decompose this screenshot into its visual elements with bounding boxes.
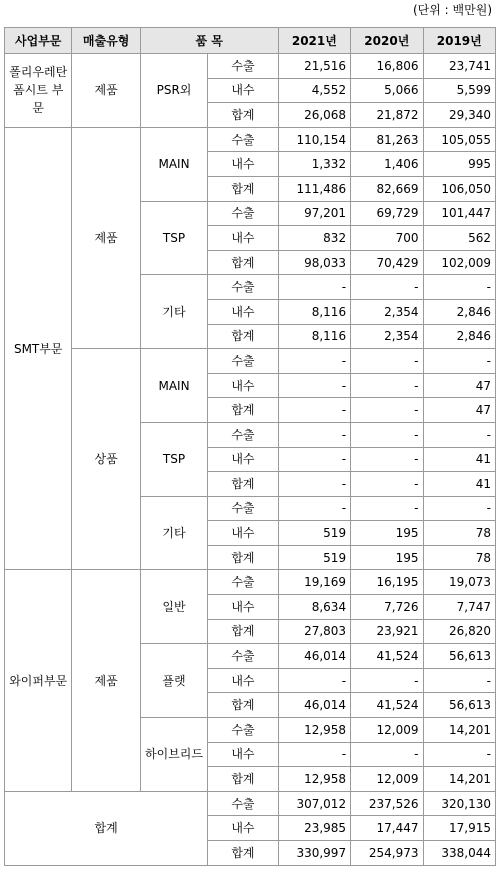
value-2020-cell: 23,921	[351, 619, 423, 644]
value-2021-cell: 12,958	[278, 767, 350, 792]
value-2019-cell: -	[423, 275, 495, 300]
sales-type-cell: 제품	[72, 54, 140, 128]
row-label-cell: 수출	[208, 54, 278, 79]
value-2020-cell: -	[351, 742, 423, 767]
item-name-cell: 하이브리드	[140, 718, 207, 792]
row-label-cell: 내수	[208, 521, 278, 546]
value-2020-cell: 82,669	[351, 176, 423, 201]
sales-table	[4, 27, 496, 866]
row-label-cell: 합계	[208, 767, 278, 792]
value-2020-cell: 41,524	[351, 644, 423, 669]
row-label-cell: 수출	[208, 127, 278, 152]
value-2020-cell: 254,973	[351, 841, 423, 866]
value-2019-cell: 41	[423, 472, 495, 497]
item-name-cell: 플랫	[140, 644, 207, 718]
item-name-cell: 기타	[140, 275, 207, 349]
value-2021-cell: 12,958	[278, 718, 350, 743]
value-2020-cell: -	[351, 472, 423, 497]
header-item: 품 목	[140, 28, 278, 54]
row-label-cell: 수출	[208, 718, 278, 743]
value-2021-cell: 26,068	[278, 103, 350, 128]
row-label-cell: 합계	[208, 176, 278, 201]
value-2020-cell: 237,526	[351, 791, 423, 816]
value-2019-cell: -	[423, 349, 495, 374]
row-label-cell: 합계	[208, 324, 278, 349]
total-label-cell: 합계	[5, 791, 208, 865]
item-name-cell: TSP	[140, 422, 207, 496]
value-2019-cell: 26,820	[423, 619, 495, 644]
value-2021-cell: 330,997	[278, 841, 350, 866]
value-2019-cell: 562	[423, 226, 495, 251]
value-2021-cell: 110,154	[278, 127, 350, 152]
value-2019-cell: 17,915	[423, 816, 495, 841]
value-2021-cell: 97,201	[278, 201, 350, 226]
header-segment: 사업부문	[5, 28, 72, 54]
value-2019-cell: 338,044	[423, 841, 495, 866]
value-2021-cell: 21,516	[278, 54, 350, 79]
value-2019-cell: 105,055	[423, 127, 495, 152]
item-name-cell: MAIN	[140, 349, 207, 423]
table-row	[5, 127, 496, 152]
value-2021-cell: 27,803	[278, 619, 350, 644]
row-label-cell: 내수	[208, 742, 278, 767]
value-2020-cell: 81,263	[351, 127, 423, 152]
table-row	[5, 54, 496, 79]
value-2020-cell: 70,429	[351, 250, 423, 275]
item-name-cell: MAIN	[140, 127, 207, 201]
value-2019-cell: 2,846	[423, 299, 495, 324]
value-2019-cell: -	[423, 422, 495, 447]
value-2021-cell: 19,169	[278, 570, 350, 595]
value-2019-cell: 23,741	[423, 54, 495, 79]
row-label-cell: 수출	[208, 644, 278, 669]
value-2020-cell: 1,406	[351, 152, 423, 177]
value-2021-cell: -	[278, 472, 350, 497]
item-name-cell: TSP	[140, 201, 207, 275]
value-2020-cell: -	[351, 398, 423, 423]
value-2019-cell: 320,130	[423, 791, 495, 816]
value-2021-cell: 46,014	[278, 644, 350, 669]
value-2020-cell: -	[351, 447, 423, 472]
header-2021: 2021년	[278, 28, 350, 54]
row-label-cell: 내수	[208, 78, 278, 103]
value-2019-cell: -	[423, 668, 495, 693]
row-label-cell: 수출	[208, 201, 278, 226]
row-label-cell: 내수	[208, 816, 278, 841]
value-2019-cell: 2,846	[423, 324, 495, 349]
value-2019-cell: -	[423, 742, 495, 767]
value-2019-cell: -	[423, 496, 495, 521]
value-2020-cell: 195	[351, 545, 423, 570]
table-row-total	[5, 791, 496, 816]
value-2021-cell: -	[278, 373, 350, 398]
value-2020-cell: -	[351, 349, 423, 374]
value-2021-cell: -	[278, 275, 350, 300]
value-2019-cell: 19,073	[423, 570, 495, 595]
row-label-cell: 내수	[208, 226, 278, 251]
value-2019-cell: 78	[423, 545, 495, 570]
row-label-cell: 합계	[208, 103, 278, 128]
header-2020: 2020년	[351, 28, 423, 54]
value-2019-cell: 7,747	[423, 595, 495, 620]
item-name-cell: 기타	[140, 496, 207, 570]
row-label-cell: 수출	[208, 570, 278, 595]
unit-note: (단위 : 백만원)	[413, 3, 492, 17]
row-label-cell: 내수	[208, 152, 278, 177]
value-2020-cell: 7,726	[351, 595, 423, 620]
row-label-cell: 수출	[208, 422, 278, 447]
value-2019-cell: 56,613	[423, 693, 495, 718]
row-label-cell: 내수	[208, 595, 278, 620]
value-2019-cell: 995	[423, 152, 495, 177]
value-2021-cell: 8,116	[278, 299, 350, 324]
value-2021-cell: 46,014	[278, 693, 350, 718]
value-2019-cell: 14,201	[423, 767, 495, 792]
value-2019-cell: 56,613	[423, 644, 495, 669]
row-label-cell: 수출	[208, 349, 278, 374]
value-2019-cell: 47	[423, 398, 495, 423]
row-label-cell: 수출	[208, 496, 278, 521]
value-2019-cell: 102,009	[423, 250, 495, 275]
value-2019-cell: 106,050	[423, 176, 495, 201]
value-2021-cell: 111,486	[278, 176, 350, 201]
value-2021-cell: 307,012	[278, 791, 350, 816]
value-2020-cell: 16,195	[351, 570, 423, 595]
value-2021-cell: -	[278, 349, 350, 374]
row-label-cell: 합계	[208, 472, 278, 497]
row-label-cell: 합계	[208, 398, 278, 423]
value-2021-cell: -	[278, 742, 350, 767]
value-2021-cell: 98,033	[278, 250, 350, 275]
value-2020-cell: 195	[351, 521, 423, 546]
value-2021-cell: 1,332	[278, 152, 350, 177]
value-2019-cell: 78	[423, 521, 495, 546]
table-row	[5, 349, 496, 374]
row-label-cell: 내수	[208, 299, 278, 324]
value-2019-cell: 5,599	[423, 78, 495, 103]
value-2021-cell: -	[278, 422, 350, 447]
value-2019-cell: 41	[423, 447, 495, 472]
row-label-cell: 합계	[208, 250, 278, 275]
value-2020-cell: 12,009	[351, 767, 423, 792]
table-body	[5, 54, 496, 866]
value-2020-cell: -	[351, 496, 423, 521]
value-2021-cell: 519	[278, 545, 350, 570]
row-label-cell: 합계	[208, 841, 278, 866]
table-row	[5, 570, 496, 595]
row-label-cell: 수출	[208, 275, 278, 300]
row-label-cell: 내수	[208, 447, 278, 472]
value-2021-cell: 832	[278, 226, 350, 251]
sales-type-cell: 제품	[72, 127, 140, 348]
row-label-cell: 합계	[208, 619, 278, 644]
value-2021-cell: 23,985	[278, 816, 350, 841]
header-2019: 2019년	[423, 28, 495, 54]
sales-type-cell: 상품	[72, 349, 140, 570]
segment-cell: 폴리우레탄 폼시트 부문	[5, 54, 72, 128]
value-2019-cell: 29,340	[423, 103, 495, 128]
value-2019-cell: 14,201	[423, 718, 495, 743]
value-2020-cell: 16,806	[351, 54, 423, 79]
value-2020-cell: -	[351, 668, 423, 693]
value-2020-cell: 2,354	[351, 299, 423, 324]
row-label-cell: 수출	[208, 791, 278, 816]
value-2020-cell: 21,872	[351, 103, 423, 128]
value-2021-cell: 8,634	[278, 595, 350, 620]
value-2021-cell: -	[278, 398, 350, 423]
value-2020-cell: -	[351, 373, 423, 398]
value-2020-cell: -	[351, 422, 423, 447]
value-2020-cell: 69,729	[351, 201, 423, 226]
segment-cell: 와이퍼부문	[5, 570, 72, 791]
value-2021-cell: 4,552	[278, 78, 350, 103]
value-2019-cell: 101,447	[423, 201, 495, 226]
value-2020-cell: 5,066	[351, 78, 423, 103]
value-2020-cell: 41,524	[351, 693, 423, 718]
row-label-cell: 합계	[208, 693, 278, 718]
segment-cell: SMT부문	[5, 127, 72, 570]
header-sales-type: 매출유형	[72, 28, 140, 54]
row-label-cell: 내수	[208, 373, 278, 398]
value-2020-cell: -	[351, 275, 423, 300]
value-2020-cell: 700	[351, 226, 423, 251]
item-name-cell: 일반	[140, 570, 207, 644]
row-label-cell: 합계	[208, 545, 278, 570]
value-2021-cell: 519	[278, 521, 350, 546]
value-2020-cell: 2,354	[351, 324, 423, 349]
value-2021-cell: -	[278, 668, 350, 693]
value-2021-cell: -	[278, 447, 350, 472]
header-row	[5, 28, 496, 54]
row-label-cell: 내수	[208, 668, 278, 693]
value-2021-cell: 8,116	[278, 324, 350, 349]
value-2021-cell: -	[278, 496, 350, 521]
value-2020-cell: 12,009	[351, 718, 423, 743]
value-2020-cell: 17,447	[351, 816, 423, 841]
value-2019-cell: 47	[423, 373, 495, 398]
sales-type-cell: 제품	[72, 570, 140, 791]
item-name-cell: PSR외	[140, 54, 207, 128]
